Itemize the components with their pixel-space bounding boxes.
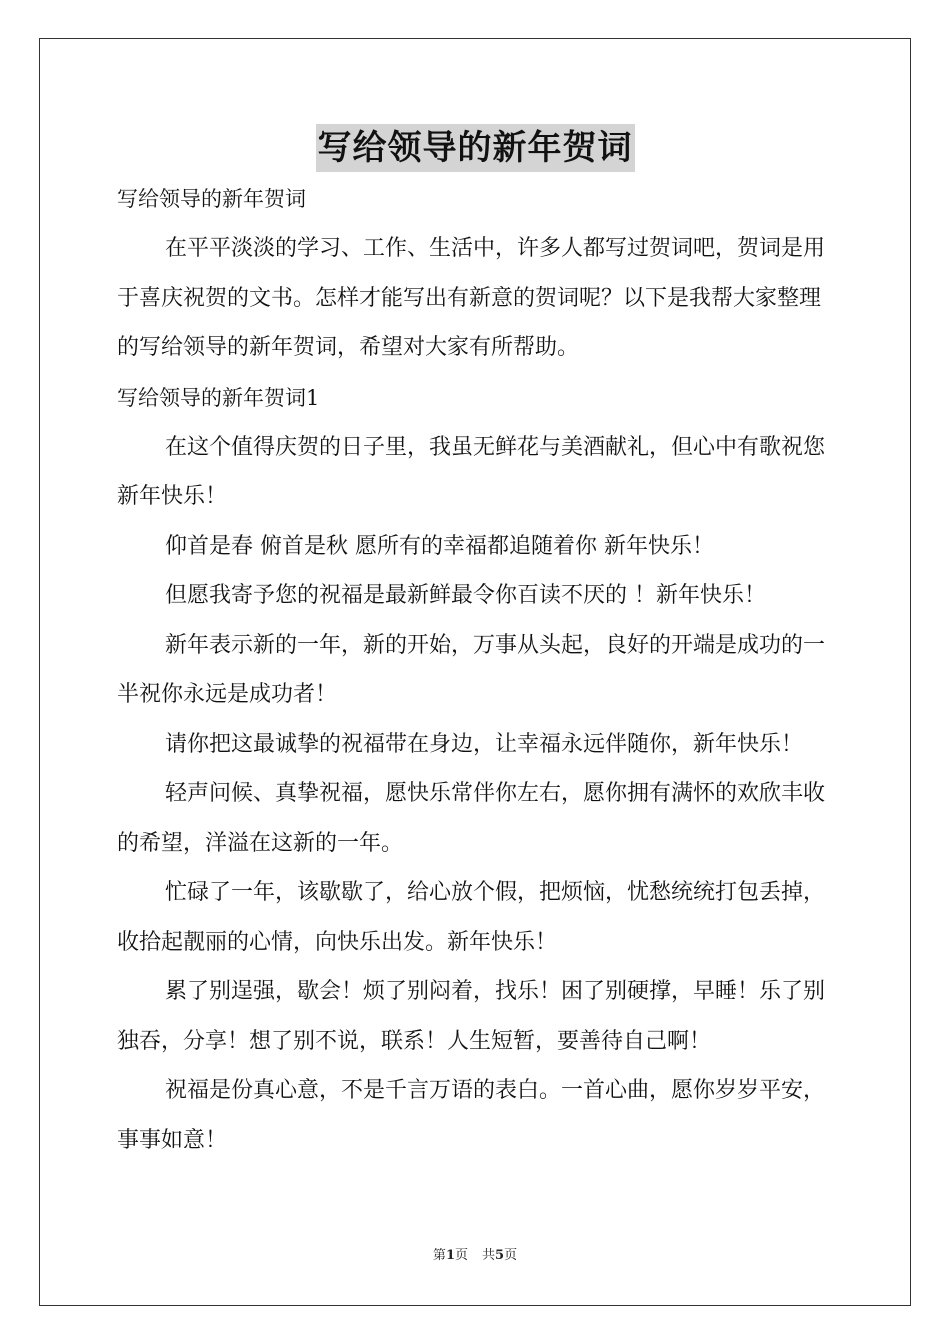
- page-footer: [0, 1246, 950, 1266]
- page-number: 1: [445, 1248, 455, 1263]
- section-heading: 写给领导的新年贺词1: [117, 385, 320, 410]
- greeting-paragraph: 新年表示新的一年，新的开始，万事从头起，良好的开端是成功的一半祝你永远是成功者！: [117, 632, 826, 707]
- greeting-paragraph: 累了别逞强，歇会！烦了别闷着，找乐！困了别硬撑，早睡！乐了别独吞，分享！想了别不说，联系！人生短暂，要善待自己啊！: [117, 979, 826, 1054]
- title-container: [0, 124, 950, 172]
- total-prefix: 共: [482, 1248, 496, 1263]
- greeting-paragraph: 轻声问候、真挚祝福，愿快乐常伴你左右，愿你拥有满怀的欢欣丰收的希望，洋溢在这新的一年。: [117, 781, 826, 856]
- total-suffix: 页: [504, 1248, 518, 1263]
- document-subtitle: 写给领导的新年贺词: [117, 187, 306, 211]
- greeting-paragraph: 但愿我寄予您的祝福是最新鲜最令你百读不厌的 ！新年快乐！: [165, 583, 766, 608]
- greeting-paragraph: 请你把这最诚挚的祝福带在身边，让幸福永远伴随你，新年快乐！: [165, 731, 804, 757]
- page-suffix: 页: [454, 1248, 468, 1263]
- greeting-paragraph: 忙碌了一年，该歇歇了，给心放个假，把烦恼，忧愁统统打包丢掉，收拾起靓丽的心情，向快乐出发。新年快乐！: [117, 880, 826, 955]
- greeting-paragraph: 在这个值得庆贺的日子里，我虽无鲜花与美酒献礼，但心中有歌祝您新年快乐！: [117, 434, 826, 509]
- total-pages: 5: [495, 1248, 505, 1263]
- document-body: [117, 174, 837, 1165]
- document-title: 写给领导的新年贺词: [316, 124, 635, 172]
- intro-paragraph: 在平平淡淡的学习、工作、生活中，许多人都写过贺词吧，贺词是用于喜庆祝贺的文书。怎样才能写出有新意的贺词呢？以下是我帮大家整理的写给领导的新年贺词，希望对大家有所帮助。: [117, 236, 826, 360]
- greeting-paragraph: 祝福是份真心意，不是千言万语的表白。一首心曲，愿你岁岁平安，事事如意！: [117, 1078, 826, 1153]
- page-prefix: 第: [432, 1248, 446, 1263]
- greeting-paragraph: 仰首是春 俯首是秋 愿所有的幸福都追随着你 新年快乐！: [165, 533, 714, 559]
